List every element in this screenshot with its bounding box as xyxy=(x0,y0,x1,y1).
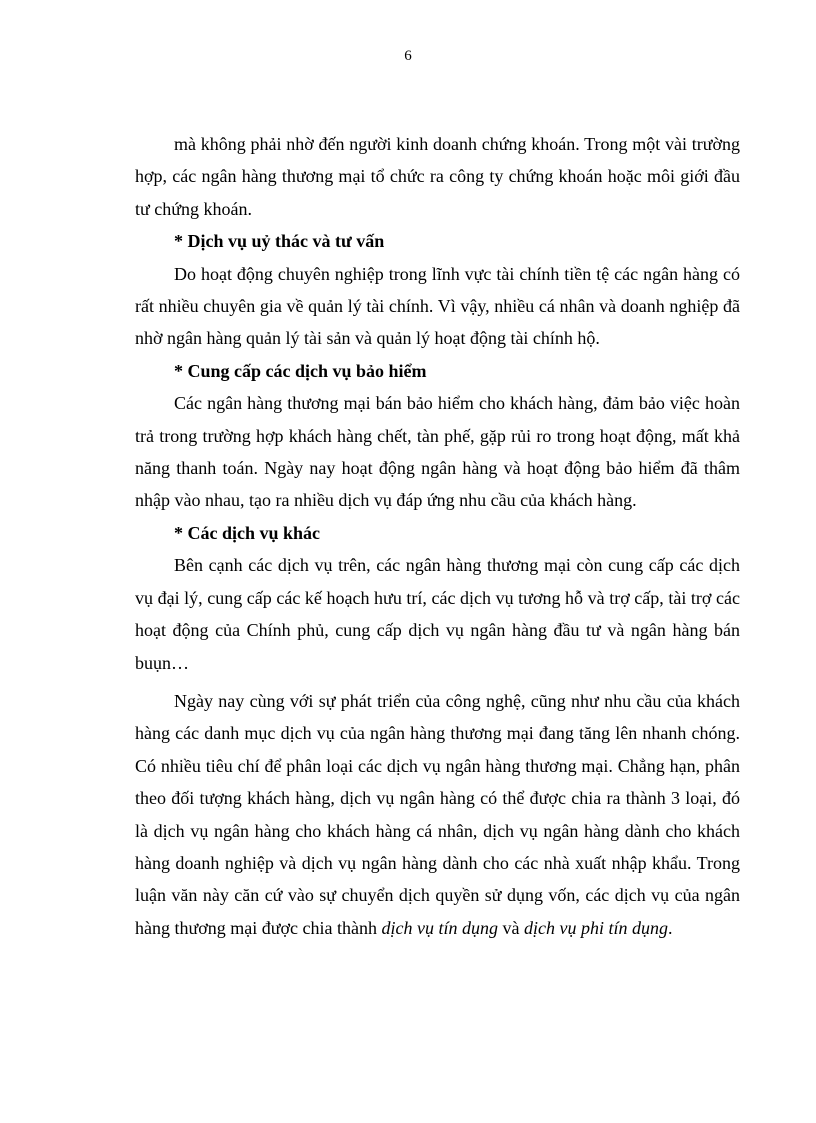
sentence-end: . xyxy=(667,917,673,938)
term-non-credit-services: dịch vụ phi tín dụng xyxy=(523,917,668,938)
conjunction-text: và xyxy=(497,917,524,938)
paragraph-insurance-services: Các ngân hàng thương mại bán bảo hiểm cho khách hàng, đảm bảo việc hoàn trả trong trường hợp khách hàng chết, tàn phế, gặp rủi ro trong hoạt động, mất khả năng thanh toán. Ngày nay hoạt động ngân hàng và hoạt động bảo hiểm đã thâm nhập vào nhau, tạo ra nhiều dịch vụ đáp ứng nhu cầu của khách hàng. xyxy=(135,393,740,511)
heading-trust-advisory: * Dịch vụ uỷ thác và tư vấn xyxy=(174,231,385,252)
classification-text: Ngày nay cùng với sự phát triển của công nghệ, cũng như nhu cầu của khách hàng các danh mục dịch vụ của ngân hàng thương mại đang tăng lên nhanh chóng. Có nhiều tiêu chí để phân loại các dịch vụ ngân hàng thương mại. Chẳng hạn, phân theo đối tượng khách hàng, dịch vụ ngân hàng có thể được chia ra thành 3 loại, đó là dịch vụ ngân hàng cho khách hàng cá nhân, dịch vụ ngân hàng dành cho khách hàng doanh nghiệp và dịch vụ ngân hàng dành cho các nhà xuất nhập khẩu. Trong luận văn này căn cứ vào sự chuyển dịch quyền sử dụng vốn, các dịch vụ của ngân hàng thương mại được chia thành xyxy=(135,690,740,938)
paragraph-service-classification xyxy=(135,685,740,944)
heading-other-services: * Các dịch vụ khác xyxy=(174,522,321,543)
term-credit-services: dịch vụ tín dụng xyxy=(381,917,498,938)
paragraph-securities-end: mà không phải nhờ đến người kinh doanh chứng khoán. Trong một vài trường hợp, các ngân hàng thương mại tổ chức ra công ty chứng khoán hoặc môi giới đầu tư chứng khoán. xyxy=(135,134,740,219)
heading-insurance-services: * Cung cấp các dịch vụ bảo hiểm xyxy=(174,360,427,381)
paragraph-other-services: Bên cạnh các dịch vụ trên, các ngân hàng thương mại còn cung cấp các dịch vụ đại lý, cung cấp các kế hoạch hưu trí, các dịch vụ tương hỗ và trợ cấp, tài trợ các hoạt động của Chính phủ, cung cấp dịch vụ ngân hàng đầu tư và ngân hàng bán buụn… xyxy=(135,555,740,673)
paragraph-trust-advisory: Do hoạt động chuyên nghiệp trong lĩnh vực tài chính tiền tệ các ngân hàng có rất nhiều chuyên gia về quản lý tài chính. Vì vậy, nhiều cá nhân và doanh nghiệp đã nhờ ngân hàng quản lý tài sản và quản lý hoạt động tài chính hộ. xyxy=(135,263,740,349)
page-number: 6 xyxy=(404,48,412,64)
document-body xyxy=(135,128,740,944)
